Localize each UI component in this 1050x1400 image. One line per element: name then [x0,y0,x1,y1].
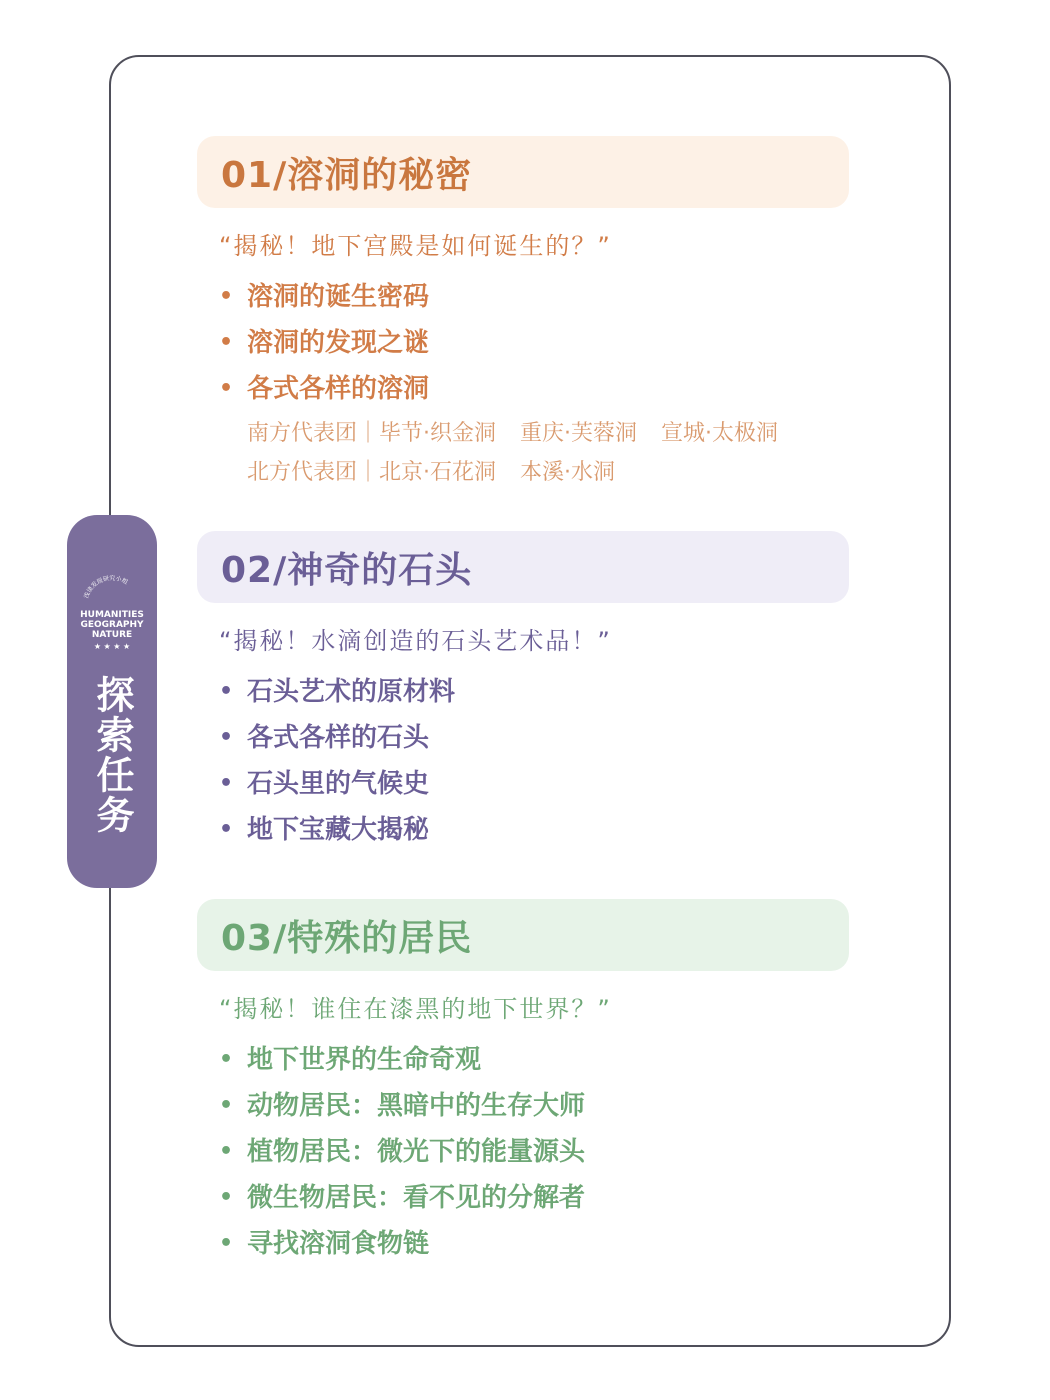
section-title: 03/特殊的居民 [197,899,849,971]
section-01 [197,136,849,492]
svg-text:浅谈发现研究小组 [82,574,129,599]
list-item: • 溶洞的发现之谜 [219,320,849,366]
item-list [197,1037,849,1267]
list-item: • 各式各样的溶洞 [219,366,849,412]
item-list [197,669,849,853]
bullet-icon: • [219,376,234,401]
logo-line-3: NATURE [91,630,133,640]
list-item: • 植物居民：微光下的能量源头 [219,1129,849,1175]
cave-row-south: 南方代表团｜毕节·织金洞 重庆·芙蓉洞 宣城·太极洞 [247,421,778,446]
list-item: • 石头里的气候史 [219,761,849,807]
list-item: • 微生物居民：看不见的分解者 [219,1175,849,1221]
section-title: 02/神奇的石头 [197,531,849,603]
section-03 [197,899,849,1267]
bullet-icon: • [219,1185,234,1210]
logo-arc-text: 浅谈发现研究小组 [82,574,129,600]
list-item: • 动物居民：黑暗中的生存大师 [219,1083,849,1129]
bullet-icon: • [219,284,234,309]
logo-line-1: HUMANITIES [80,610,144,620]
bullet-icon: • [219,1231,234,1256]
bullet-icon: • [219,817,234,842]
cave-examples [247,414,849,492]
section-title: 01/溶洞的秘密 [197,136,849,208]
bullet-icon: • [219,330,234,355]
cave-row-north: 北方代表团｜北京·石花洞 本溪·水洞 [247,460,615,485]
logo-stars-icon: ★ ★ ★ ★ [93,642,131,651]
item-list [197,274,849,412]
list-item: • 寻找溶洞食物链 [219,1221,849,1267]
bullet-icon: • [219,771,234,796]
list-item: • 石头艺术的原材料 [219,669,849,715]
list-item: • 地下世界的生命奇观 [219,1037,849,1083]
bullet-icon: • [219,679,234,704]
list-item: • 各式各样的石头 [219,715,849,761]
bullet-icon: • [219,1093,234,1118]
section-quote: “揭秘！水滴创造的石头艺术品！” [219,627,612,655]
logo-line-2: GEOGRAPHY [80,620,144,630]
list-item: • 地下宝藏大揭秘 [219,807,849,853]
bullet-icon: • [219,725,234,750]
section-quote: “揭秘！地下宫殿是如何诞生的？” [219,232,612,260]
side-tab [67,515,157,888]
side-title: 探索任务 [90,675,134,835]
bullet-icon: • [219,1047,234,1072]
list-item: • 溶洞的诞生密码 [219,274,849,320]
section-02 [197,531,849,853]
section-quote: “揭秘！谁住在漆黑的地下世界？” [219,995,612,1023]
bullet-icon: • [219,1139,234,1164]
logo [73,565,151,655]
